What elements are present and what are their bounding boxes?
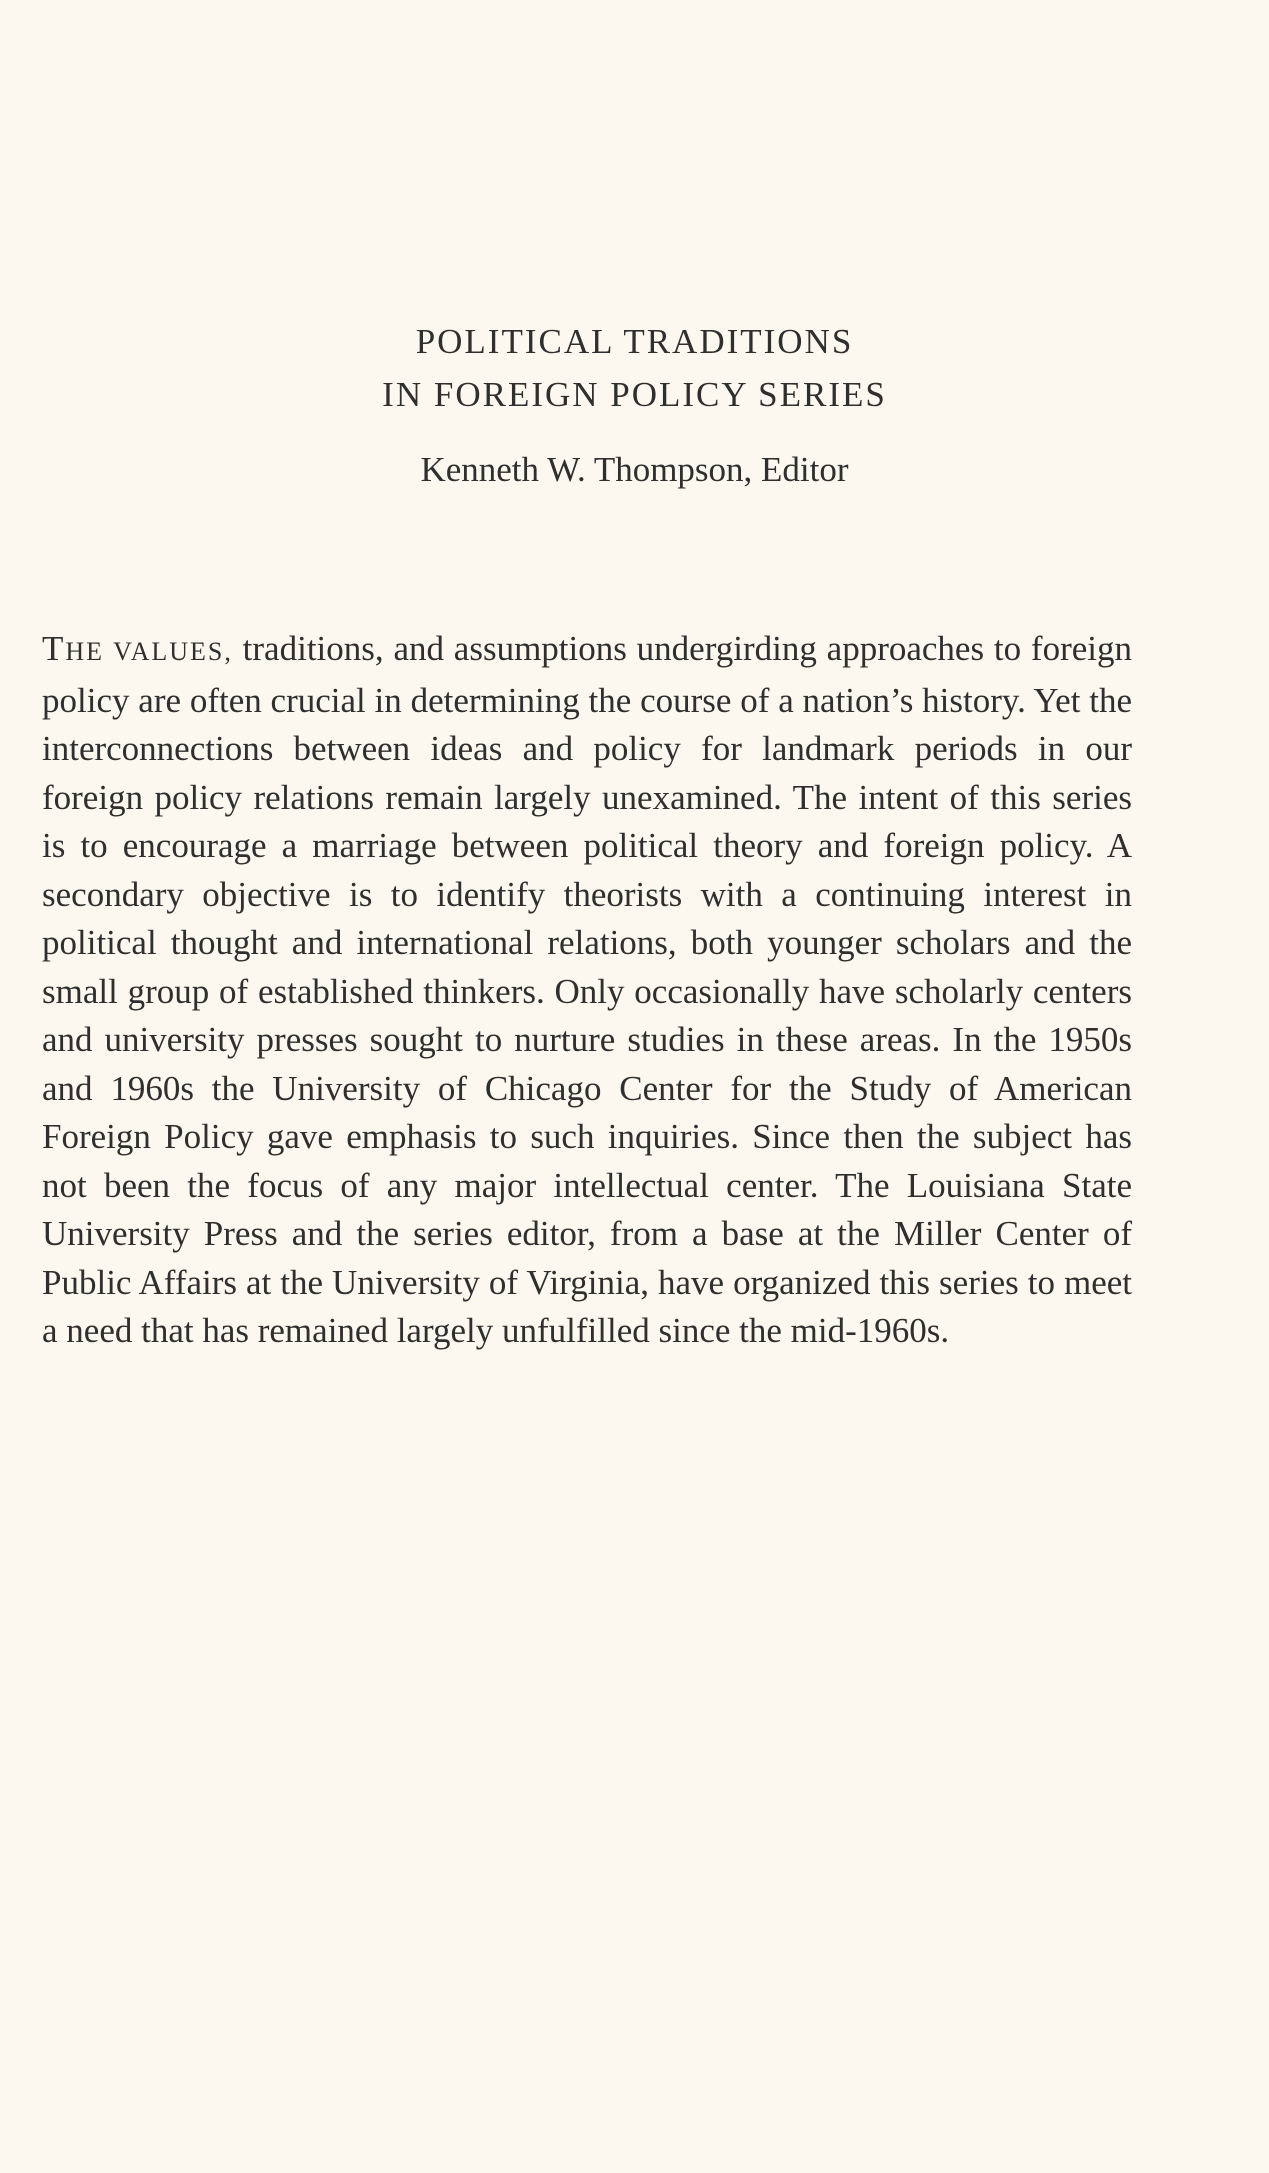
description-body: traditions, and assumptions undergirding approaches to foreign policy are often crucial in determining the course of a nation’s history. Yet the interconnections between ideas and policy for landmark periods in our foreign policy relations remain largely unexamined. The intent of this series is to encourage a marriage between political theory and foreign policy. A secondary objective is to identify theorists with a continuing interest in political thought and international relations, both younger scholars and the small group of established thinkers. Only occasionally have scholarly centers and university presses sought to nurture studies in these areas. In the 1950s and 1960s the University of Chicago Center for the Study of American Foreign Policy gave emphasis to such inquiries. Since then the subject has not been the focus of any major intellectual center. The Louisiana State University Press and the series editor, from a base at the Miller Center of Public Affairs at the University of Virginia, have organized this series to meet a need that has remained largely unfulfilled since the mid-1960s. — [42, 629, 1133, 1350]
description-lead-in — [42, 629, 233, 668]
series-title-line-2: IN FOREIGN POLICY SERIES — [382, 375, 887, 414]
series-title-line-1: POLITICAL TRADITIONS — [415, 322, 854, 361]
series-description — [42, 625, 1132, 1356]
lead-initial: T — [42, 629, 66, 668]
series-editor: Kenneth W. Thompson, Editor — [420, 450, 849, 489]
lead-small-caps: HE VALUES, — [65, 637, 233, 666]
